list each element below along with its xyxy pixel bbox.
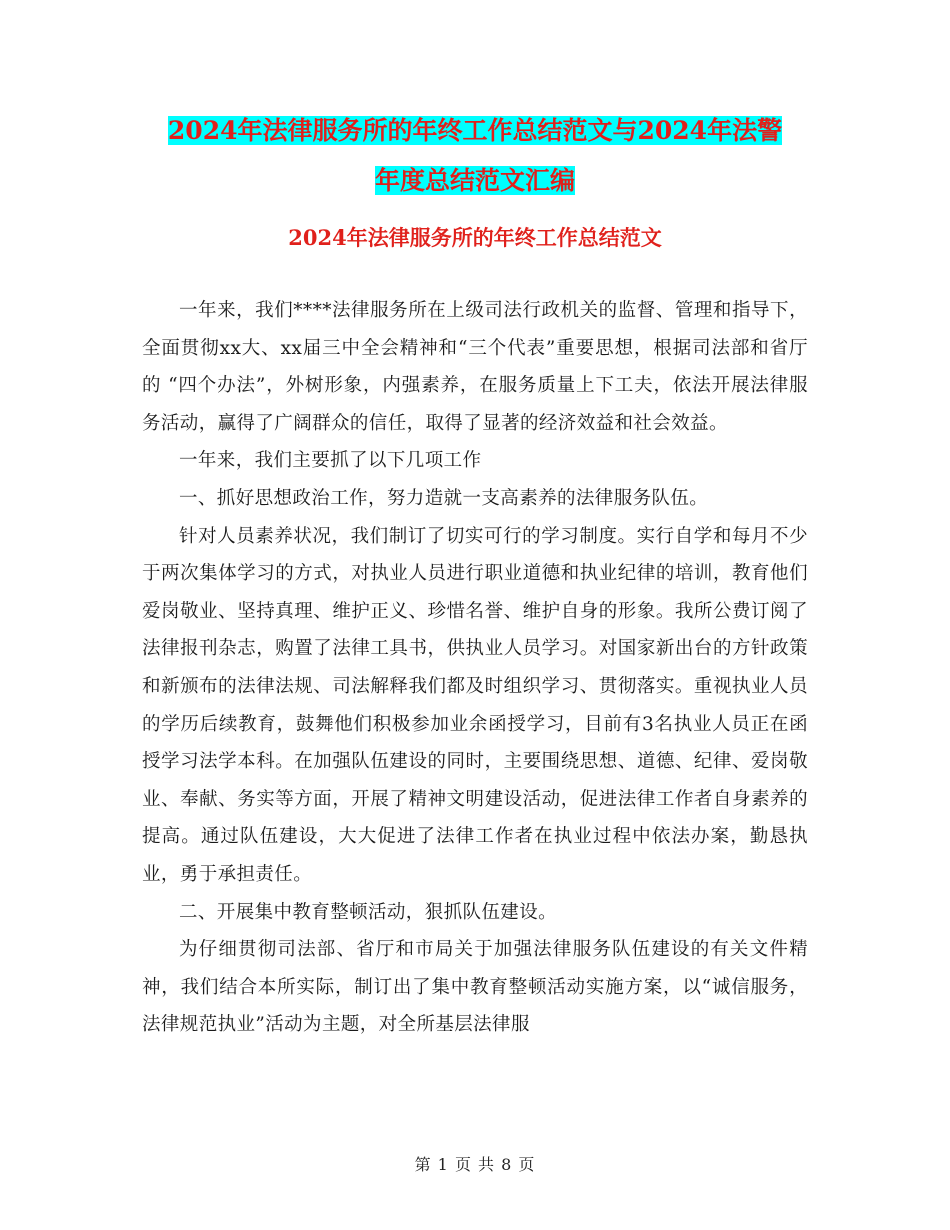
body-text: [142, 292, 808, 1044]
title-line-2: 年度总结范文汇编: [374, 166, 575, 195]
paragraph: 针对人员素养状况，我们制订了切实可行的学习制度。实行自学和每月不少于两次集体学习的方式，对执业人员进行职业道德和执业纪律的培训，教育他们爱岗敬业、坚持真理、维护正义、珍惜名誉、维护自身的形象。我所公费订阅了法律报刊杂志，购置了法律工具书，供执业人员学习。对国家新出台的方针政策和新颁布的法律法规、司法解释我们都及时组织学习、贯彻落实。重视执业人员的学历后续教育，鼓舞他们积极参加业余函授学习，目前有3名执业人员正在函授学习法学本科。在加强队伍建设的同时，主要围绕思想、道德、纪律、爱岗敬业、奉献、务实等方面，开展了精神文明建设活动，促进法律工作者自身素养的提高。通过队伍建设，大大促进了法律工作者在执业过程中依法办案，勤恳执业，勇于承担责任。: [142, 525, 808, 885]
document-title: [140, 106, 810, 206]
paragraph: 二、开展集中教育整顿活动，狠抓队伍建设。: [179, 901, 558, 923]
page-footer: 第 1 页 共 8 页: [414, 1155, 536, 1174]
paragraph: 一年来，我们****法律服务所在上级司法行政机关的监督、管理和指导下，全面贯彻xx大、xx届三中全会精神和“三个代表”重要思想，根据司法部和省厅的 “四个办法”，外树形象，内强素养，在服务质量上下工夫，依法开展法律服务活动，赢得了广阔群众的信任，取得了显著的经济效益和社会效益。: [142, 300, 808, 434]
paragraph: 一、抓好思想政治工作，努力造就一支高素养的法律服务队伍。: [179, 487, 709, 509]
paragraph: 为仔细贯彻司法部、省厅和市局关于加强法律服务队伍建设的有关文件精神，我们结合本所实际，制订出了集中教育整顿活动实施方案，以“诚信服务，法律规范执业”活动为主题，对全所基层法律服: [142, 939, 808, 1036]
title-line-1: 2024年法律服务所的年终工作总结范文与2024年法警: [167, 116, 783, 145]
paragraph: 一年来，我们主要抓了以下几项工作: [179, 450, 482, 472]
section-title: 2024年法律服务所的年终工作总结范文: [288, 225, 662, 250]
